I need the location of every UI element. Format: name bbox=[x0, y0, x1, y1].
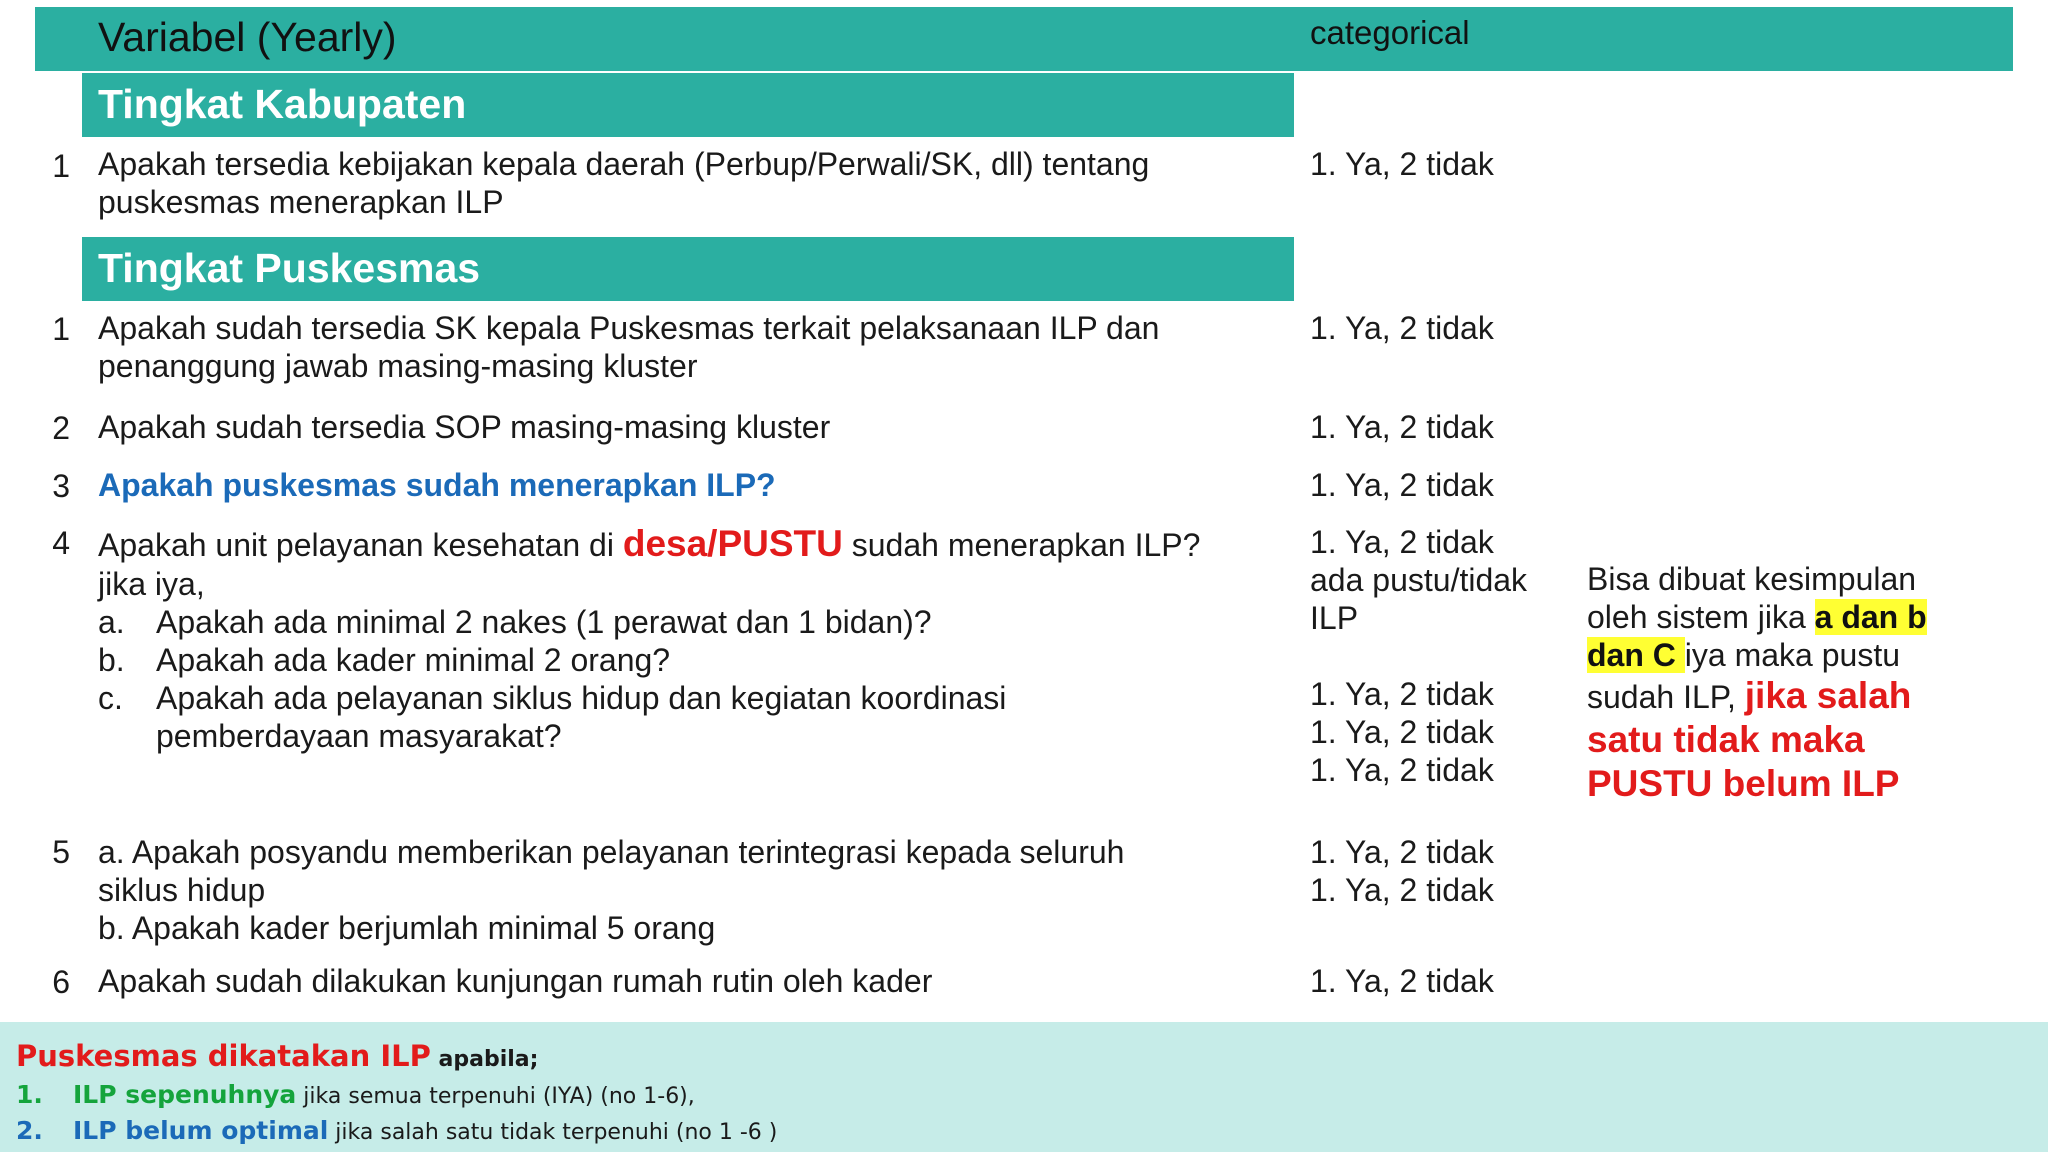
section-puskesmas-title: Tingkat Puskesmas bbox=[98, 245, 481, 291]
pusk-q4-answers-sub: 1. Ya, 2 tidak 1. Ya, 2 tidak 1. Ya, 2 tidak bbox=[1310, 676, 1494, 788]
pusk-q5-answers: 1. Ya, 2 tidak 1. Ya, 2 tidak bbox=[1310, 834, 1494, 908]
pusk-q3-answer: 1. Ya, 2 tidak bbox=[1310, 467, 1494, 503]
footer-title: Puskesmas dikatakan ILP apabila; bbox=[16, 1039, 539, 1073]
kab-item-answer: 1. Ya, 2 tidak bbox=[1310, 146, 1494, 182]
header-type-label: categorical bbox=[1310, 14, 1470, 51]
footer-panel bbox=[0, 1022, 2048, 1152]
pusk-q3-question: Apakah puskesmas sudah menerapkan ILP? bbox=[98, 467, 776, 503]
section-kabupaten bbox=[82, 73, 1294, 137]
section-puskesmas bbox=[82, 237, 1294, 301]
footer-item-1: 1. ILP sepenuhnya jika semua terpenuhi (IYA) (no 1-6), bbox=[16, 1080, 695, 1109]
pusk-q5-question: a. Apakah posyandu memberikan pelayanan terintegrasi kepada seluruh siklus hidup b. Apakah kader berjumlah minimal 5 orang bbox=[98, 834, 1125, 946]
pusk-q2-question: Apakah sudah tersedia SOP masing-masing kluster bbox=[98, 409, 831, 445]
footer-item-2: 2. ILP belum optimal jika salah satu tidak terpenuhi (no 1 -6 ) bbox=[16, 1116, 778, 1145]
pusk-q4-num: 4 bbox=[52, 525, 70, 561]
pusk-q4-question: Apakah unit pelayanan kesehatan di desa/PUSTU sudah menerapkan ILP? jika iya, a. Apakah ada minimal 2 nakes (1 perawat dan 1 bidan)? b. Apakah ada kader minimal 2 orang? c. Apakah ada pelayanan siklus hidup dan kegiatan koordinasi pemberdayaan masyarakat? bbox=[98, 525, 1298, 755]
pusk-q6-question: Apakah sudah dilakukan kunjungan rumah rutin oleh kader bbox=[98, 963, 933, 999]
kab-item-question: Apakah tersedia kebijakan kepala daerah (Perbup/Perwali/SK, dll) tentang puskesmas menerapkan ILP bbox=[98, 146, 1150, 220]
pusk-q2-answer: 1. Ya, 2 tidak bbox=[1310, 409, 1494, 445]
pusk-q3-num: 3 bbox=[52, 468, 70, 504]
pusk-q1-answer: 1. Ya, 2 tidak bbox=[1310, 310, 1494, 346]
pusk-q1-question: Apakah sudah tersedia SK kepala Puskesmas terkait pelaksanaan ILP dan penanggung jawab masing-masing kluster bbox=[98, 310, 1160, 384]
header-title: Variabel (Yearly) bbox=[98, 14, 397, 60]
pusk-q4-highlight: desa/PUSTU bbox=[622, 523, 843, 564]
kab-item-num: 1 bbox=[52, 148, 70, 184]
pusk-q2-num: 2 bbox=[52, 410, 70, 446]
section-kabupaten-title: Tingkat Kabupaten bbox=[98, 81, 467, 127]
pusk-q4-sub-b: b. Apakah ada kader minimal 2 orang? bbox=[98, 642, 671, 678]
pusk-q6-answer: 1. Ya, 2 tidak bbox=[1310, 963, 1494, 999]
pusk-q4-answers-top: 1. Ya, 2 tidak ada pustu/tidak ILP bbox=[1310, 524, 1528, 636]
pusk-q1-num: 1 bbox=[52, 311, 70, 347]
pusk-q5-num: 5 bbox=[52, 834, 70, 870]
pusk-q6-num: 6 bbox=[52, 964, 70, 1000]
conclusion-note: Bisa dibuat kesimpulan oleh sistem jika a dan b dan C iya maka pustu sudah ILP, jika salah satu tidak maka PUSTU belum ILP bbox=[1587, 561, 1927, 804]
pusk-q4-sub-c: c. Apakah ada pelayanan siklus hidup dan kegiatan koordinasi bbox=[98, 680, 1007, 716]
pusk-q4-sub-a: a. Apakah ada minimal 2 nakes (1 perawat dan 1 bidan)? bbox=[98, 604, 932, 640]
